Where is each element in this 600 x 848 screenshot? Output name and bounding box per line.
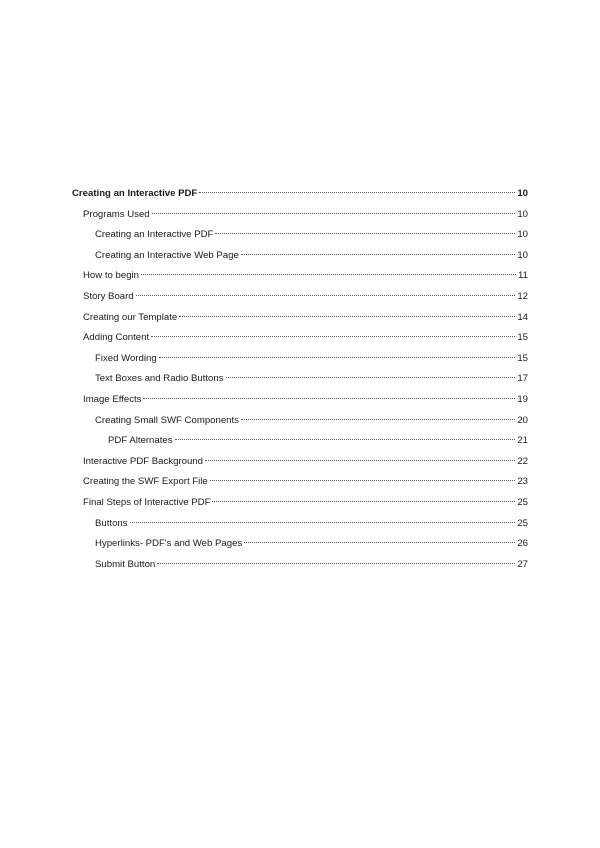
- toc-link[interactable]: [83, 287, 528, 308]
- toc-entry[interactable]: [72, 225, 528, 246]
- toc-entry[interactable]: [72, 184, 528, 205]
- toc-entry[interactable]: [72, 369, 528, 390]
- toc-entry-page: 25: [517, 496, 528, 508]
- toc-leader-dots: [151, 336, 515, 337]
- toc-entry-page: 17: [517, 373, 528, 385]
- toc-entry-page: 15: [517, 332, 528, 344]
- toc-entry-page: 23: [517, 476, 528, 488]
- toc-entry-title: Creating an Interactive PDF: [95, 229, 214, 241]
- toc-leader-dots: [179, 316, 515, 317]
- toc-entry-page: 10: [517, 188, 528, 199]
- toc-entry-page: 19: [517, 393, 528, 405]
- toc-leader-dots: [175, 439, 516, 440]
- toc-entry[interactable]: [72, 493, 528, 514]
- toc-entry[interactable]: [72, 390, 528, 411]
- toc-entry-page: 14: [517, 311, 528, 323]
- toc-leader-dots: [212, 501, 515, 502]
- toc-link[interactable]: [83, 266, 528, 287]
- toc-entry-title: Adding Content: [83, 332, 150, 344]
- toc-link[interactable]: [95, 555, 528, 576]
- toc-entry[interactable]: [72, 266, 528, 287]
- toc-entry-page: 21: [517, 435, 528, 447]
- toc-entry-title: Creating Small SWF Components: [95, 414, 239, 426]
- toc-entry-title: Interactive PDF Background: [83, 455, 203, 467]
- toc-link[interactable]: [95, 369, 528, 390]
- toc-entry-page: 27: [517, 558, 528, 570]
- toc-entry-title: Programs Used: [83, 208, 150, 220]
- toc-entry-page: 15: [517, 352, 528, 364]
- toc-link[interactable]: [83, 452, 528, 473]
- toc-entry-title: Hyperlinks- PDF's and Web Pages: [95, 538, 243, 550]
- toc-link[interactable]: [83, 308, 528, 329]
- toc-entry-title: Creating our Template: [83, 311, 178, 323]
- toc-leader-dots: [159, 357, 516, 358]
- toc-entry-title: Story Board: [83, 290, 134, 302]
- toc-link[interactable]: [83, 205, 528, 226]
- toc-entry[interactable]: [72, 246, 528, 267]
- toc-entry-title: PDF Alternates: [108, 435, 173, 447]
- toc-link[interactable]: [83, 390, 528, 411]
- toc-entry-title: Submit Button: [95, 558, 156, 570]
- toc-leader-dots: [205, 460, 515, 461]
- toc-link[interactable]: [83, 328, 528, 349]
- toc-entry-title: Creating an Interactive Web Page: [95, 249, 239, 261]
- toc-entry-title: Text Boxes and Radio Buttons: [95, 373, 224, 385]
- toc-leader-dots: [143, 398, 515, 399]
- table-of-contents: [72, 184, 528, 575]
- toc-entry-page: 25: [517, 517, 528, 529]
- toc-link[interactable]: [72, 184, 528, 205]
- toc-link[interactable]: [83, 493, 528, 514]
- toc-link[interactable]: [95, 349, 528, 370]
- toc-leader-dots: [241, 254, 516, 255]
- toc-entry[interactable]: [72, 452, 528, 473]
- toc-leader-dots: [215, 233, 515, 234]
- toc-entry-title: Image Effects: [83, 393, 142, 405]
- toc-entry[interactable]: [72, 287, 528, 308]
- toc-leader-dots: [152, 213, 516, 214]
- toc-link[interactable]: [108, 431, 528, 452]
- toc-entry[interactable]: [72, 472, 528, 493]
- toc-entry-title: How to begin: [83, 270, 139, 282]
- toc-entry-page: 26: [517, 538, 528, 550]
- toc-entry-page: 12: [517, 290, 528, 302]
- toc-link[interactable]: [95, 246, 528, 267]
- toc-entry-page: 22: [517, 455, 528, 467]
- toc-entry-title: Creating an Interactive PDF: [72, 188, 198, 199]
- toc-leader-dots: [226, 377, 516, 378]
- toc-entry[interactable]: [72, 349, 528, 370]
- toc-leader-dots: [199, 192, 515, 193]
- toc-leader-dots: [136, 295, 516, 296]
- toc-leader-dots: [244, 542, 515, 543]
- toc-entry-page: 20: [517, 414, 528, 426]
- toc-link[interactable]: [83, 472, 528, 493]
- toc-leader-dots: [157, 563, 515, 564]
- toc-entry[interactable]: [72, 308, 528, 329]
- toc-entry-page: 10: [517, 249, 528, 261]
- toc-entry[interactable]: [72, 555, 528, 576]
- toc-link[interactable]: [95, 411, 528, 432]
- toc-link[interactable]: [95, 225, 528, 246]
- toc-entry[interactable]: [72, 411, 528, 432]
- toc-entry[interactable]: [72, 514, 528, 535]
- toc-entry-title: Buttons: [95, 517, 128, 529]
- toc-leader-dots: [130, 522, 516, 523]
- toc-leader-dots: [210, 480, 516, 481]
- toc-entry-page: 10: [517, 208, 528, 220]
- toc-entry[interactable]: [72, 205, 528, 226]
- toc-entry-page: 11: [518, 270, 528, 282]
- toc-leader-dots: [141, 274, 516, 275]
- toc-link[interactable]: [95, 514, 528, 535]
- toc-link[interactable]: [95, 534, 528, 555]
- toc-entry-title: Fixed Wording: [95, 352, 157, 364]
- toc-entry[interactable]: [72, 534, 528, 555]
- toc-leader-dots: [241, 419, 515, 420]
- toc-entry-page: 10: [517, 229, 528, 241]
- toc-entry[interactable]: [72, 431, 528, 452]
- toc-entry-title: Creating the SWF Export File: [83, 476, 208, 488]
- toc-entry[interactable]: [72, 328, 528, 349]
- toc-entry-title: Final Steps of Interactive PDF: [83, 496, 211, 508]
